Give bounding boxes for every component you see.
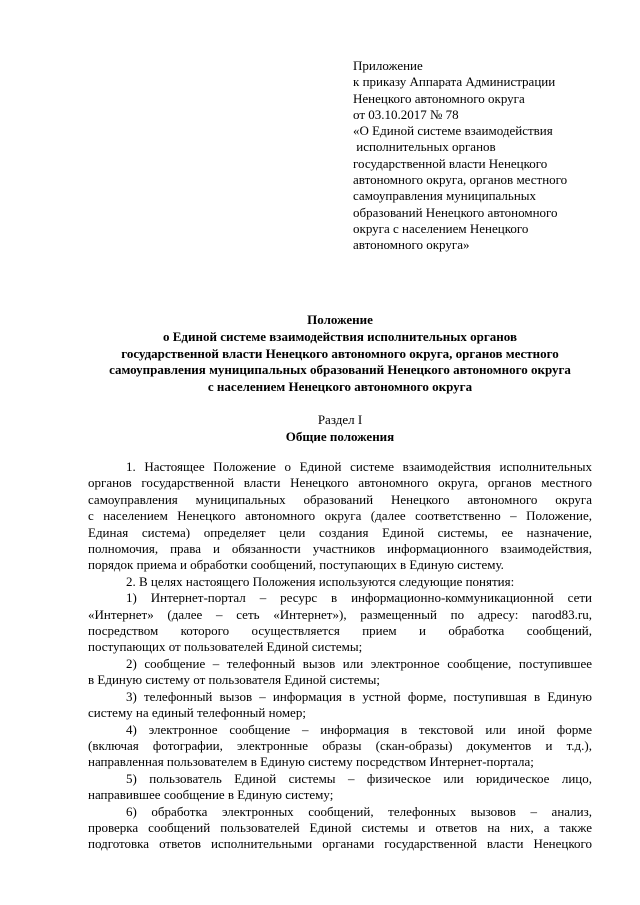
appendix-line: исполнительных органов — [353, 139, 496, 155]
body-line: Единая система) определяет цели создания Единой системы, ее назначение, — [88, 524, 592, 540]
appendix-line: автономного округа, органов местного — [353, 172, 568, 188]
body-line: поступающих от пользователей Единой системы; — [88, 639, 363, 655]
title-line: Положение — [307, 312, 373, 327]
appendix-header — [353, 58, 613, 254]
appendix-line: от 03.10.2017 № 78 — [353, 106, 459, 122]
body-line: 2. В целях настоящего Положения используются следующие понятия: — [126, 573, 515, 589]
section-name: Общие положения — [285, 428, 395, 444]
body-line: 4) электронное сообщение – информация в текстовой или иной форме — [126, 721, 592, 737]
body-line: 3) телефонный вызов – информация в устной форме, поступившая в Единую — [126, 688, 592, 704]
body-line: направленная пользователем в Единую систему посредством Интернет-портала; — [88, 754, 534, 770]
body-line: с населением Ненецкого автономного округа (далее соответственно – Положение, — [88, 508, 592, 524]
appendix-line: округа с населением Ненецкого — [353, 220, 529, 236]
body-line: 5) пользователь Единой системы – физическое или юридическое лицо, — [126, 770, 592, 786]
body-line: 2) сообщение – телефонный вызов или электронное сообщение, поступившее — [126, 655, 592, 671]
title-line: государственной власти Ненецкого автономного округа, органов местного — [121, 345, 559, 361]
title-line: самоуправления муниципальных образований Ненецкого автономного округа — [109, 362, 571, 378]
body-line: самоуправления муниципальных образований Ненецкого автономного округа — [88, 491, 592, 507]
title-line: о Единой системе взаимодействия исполнительных органов — [163, 328, 517, 344]
body-line: 1) Интернет-портал – ресурс в информационно-коммуникационной сети — [126, 590, 592, 606]
body-line: 6) обработка электронных сообщений, телефонных вызовов – анализ, — [126, 803, 592, 819]
body-line: 1. Настоящее Положение о Единой системе взаимодействия исполнительных — [126, 459, 592, 474]
section-heading — [88, 412, 592, 445]
appendix-line: государственной власти Ненецкого — [353, 155, 548, 171]
body-line: в Единую систему от пользователя Единой системы; — [88, 672, 381, 688]
appendix-line: Приложение — [353, 58, 423, 73]
body-line: подготовка ответов исполнительными органами государственной власти Ненецкого — [88, 836, 592, 852]
body-line: порядок приема и обработки сообщений, поступающих в Единую систему. — [88, 557, 504, 573]
appendix-line: автономного округа» — [353, 237, 470, 253]
body-line: «Интернет» (далее – сеть «Интернет»), размещенный по адресу: narod83.ru, — [88, 606, 592, 622]
appendix-line: к приказу Аппарата Администрации — [353, 74, 556, 90]
appendix-line: Ненецкого автономного округа — [353, 90, 525, 106]
document-body — [88, 459, 592, 853]
document-title — [88, 312, 592, 396]
body-line: систему на единый телефонный номер; — [88, 705, 306, 721]
appendix-line: самоуправления муниципальных — [353, 188, 537, 204]
section-number: Раздел I — [317, 412, 363, 427]
appendix-line: образований Ненецкого автономного — [353, 204, 558, 220]
body-line: органов государственной власти Ненецкого автономного округа, органов местного — [88, 475, 592, 491]
title-line: с населением Ненецкого автономного округа — [207, 379, 473, 395]
body-line: (включая фотографии, электронные образы (скан-образы) документов и т.д.), — [88, 737, 592, 753]
body-line: проверка сообщений пользователей Единой системы и ответов на них, а также — [88, 819, 592, 835]
body-line: полномочия, права и обязанности участников информационного взаимодействия, — [88, 541, 592, 557]
body-line: посредством которого осуществляется прием и обработка сообщений, — [88, 623, 592, 639]
body-line: направившее сообщение в Единую систему; — [88, 787, 334, 803]
appendix-line: «О Единой системе взаимодействия — [353, 123, 553, 139]
